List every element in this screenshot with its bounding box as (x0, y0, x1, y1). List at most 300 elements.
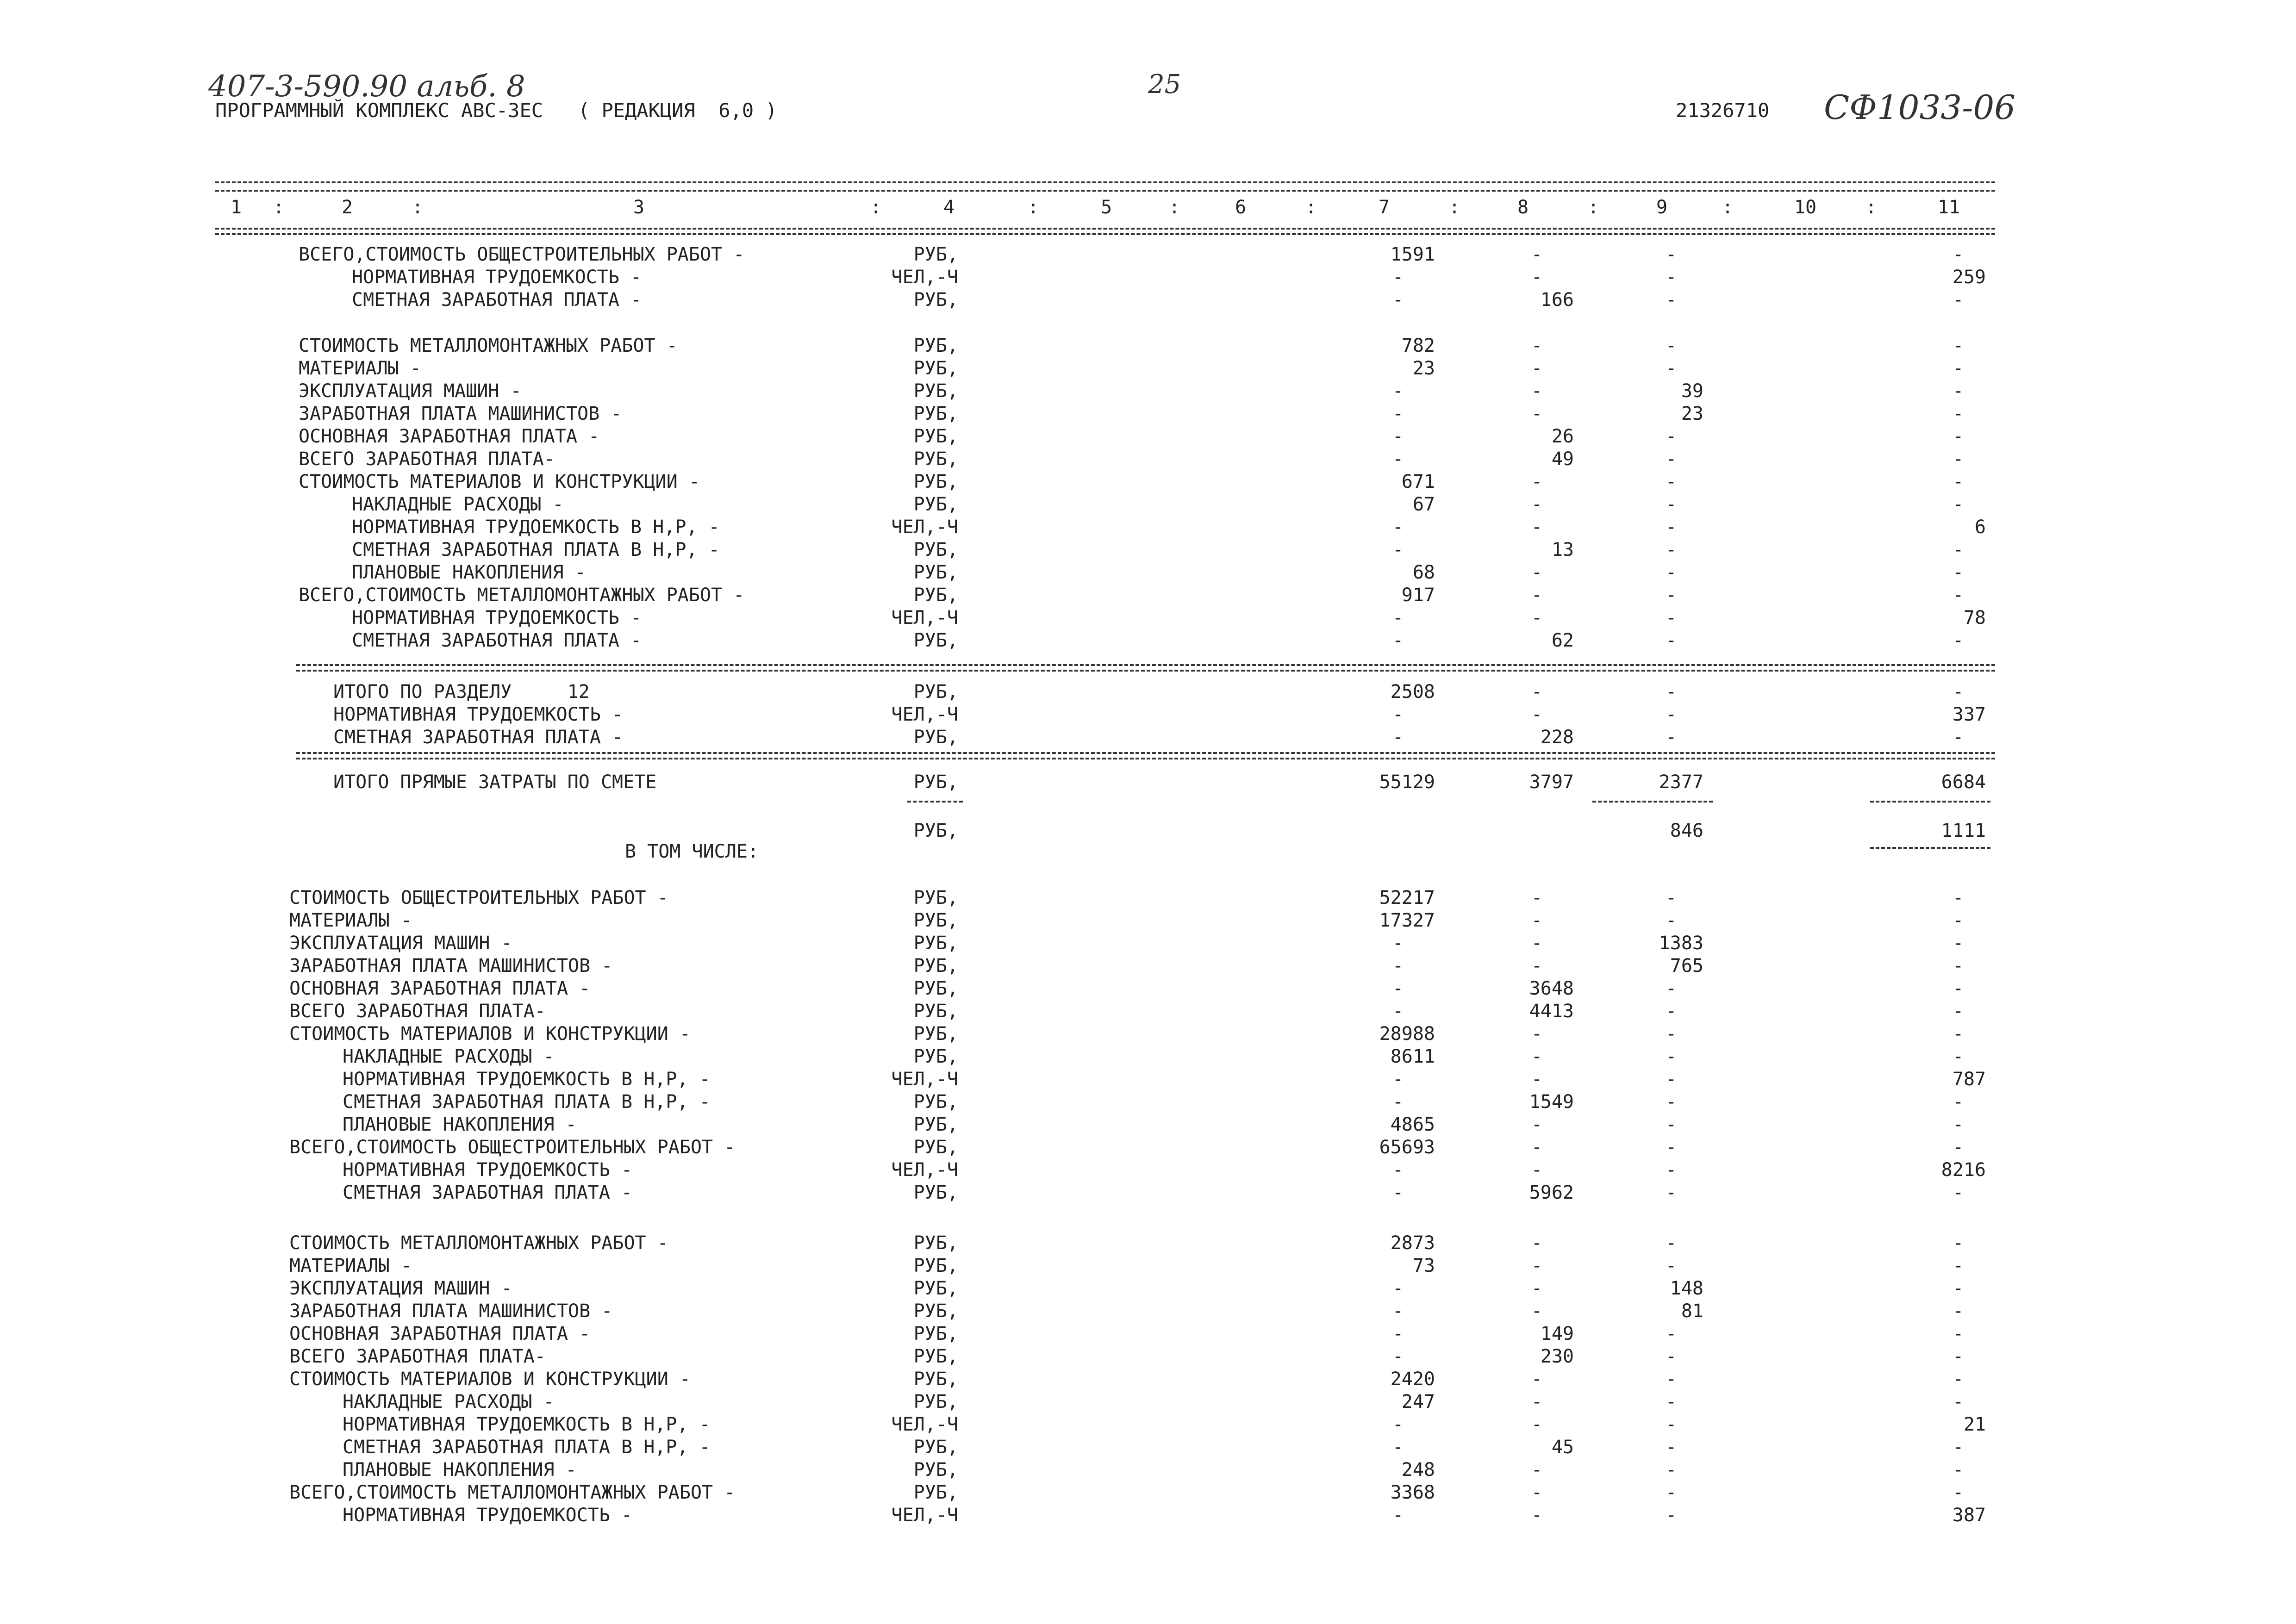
cell-col11: - (1952, 1482, 1964, 1503)
cell-col7: 247 (1401, 1391, 1435, 1412)
row-unit: РУБ, (913, 910, 958, 931)
row-label: СМЕТНАЯ ЗАРАБОТНАЯ ПЛАТА - (352, 630, 642, 651)
direct-costs-sub-col11: 1111 (1941, 820, 1986, 841)
cell-col8: - (1531, 1137, 1543, 1158)
page-number: 25 (1148, 69, 1181, 100)
row-unit: РУБ, (913, 727, 958, 748)
row-label: СМЕТНАЯ ЗАРАБОТНАЯ ПЛАТА В Н,Р, - (343, 1091, 711, 1113)
row-unit: РУБ, (913, 471, 958, 492)
cell-col7: - (1392, 1091, 1404, 1113)
column-number-11: 11 (1937, 197, 1960, 218)
row-unit: РУБ, (913, 1369, 958, 1390)
cell-col8: 45 (1551, 1437, 1574, 1458)
cell-col8: - (1531, 1505, 1543, 1526)
cell-col9: - (1665, 1255, 1677, 1276)
row-unit: РУБ, (913, 1232, 958, 1254)
column-separator: : (1722, 197, 1734, 218)
cell-col7: 67 (1412, 494, 1435, 515)
row-unit: РУБ, (913, 1346, 958, 1367)
cell-col11: - (1952, 1437, 1964, 1458)
cell-col11: - (1952, 244, 1964, 265)
row-unit: РУБ, (913, 289, 958, 311)
cell-col8: - (1531, 1300, 1543, 1322)
row-unit: ЧЕЛ,-Ч (891, 1505, 958, 1526)
cell-col11: - (1952, 1391, 1964, 1412)
row-label: ВСЕГО,СТОИМОСТЬ МЕТАЛЛОМОНТАЖНЫХ РАБОТ - (299, 585, 745, 606)
cell-col11: 259 (1952, 267, 1986, 288)
cell-col7: - (1392, 1159, 1404, 1181)
cell-col8: - (1531, 244, 1543, 265)
cell-col11: - (1952, 335, 1964, 356)
cell-col7: 17327 (1379, 910, 1435, 931)
cell-col8: - (1531, 681, 1543, 703)
cell-col7: 28988 (1379, 1023, 1435, 1045)
cell-col11: - (1952, 403, 1964, 424)
cell-col8: - (1531, 1046, 1543, 1067)
direct-costs-label: ИТОГО ПРЯМЫЕ ЗАТРАТЫ ПО СМЕТЕ (333, 772, 657, 793)
cell-col8: - (1531, 1114, 1543, 1135)
cell-col8: - (1531, 585, 1543, 606)
row-label: ВСЕГО,СТОИМОСТЬ ОБЩЕСТРОИТЕЛЬНЫХ РАБОТ - (299, 244, 745, 265)
cell-col7: 671 (1401, 471, 1435, 492)
row-unit: РУБ, (913, 426, 958, 447)
cell-col9: - (1665, 887, 1677, 908)
cell-col9: - (1665, 335, 1677, 356)
cell-col7: - (1392, 539, 1404, 560)
row-unit: РУБ, (913, 1137, 958, 1158)
cell-col7: - (1392, 1182, 1404, 1203)
cell-col9: - (1665, 1114, 1677, 1135)
cell-col9: - (1665, 244, 1677, 265)
cell-col9: - (1665, 1159, 1677, 1181)
cell-col7: - (1392, 704, 1404, 725)
cell-col7: - (1392, 426, 1404, 447)
row-label: НОРМАТИВНАЯ ТРУДОЕМКОСТЬ - (343, 1505, 633, 1526)
cell-col11: - (1952, 1182, 1964, 1203)
cell-col9: 81 (1681, 1300, 1703, 1322)
cell-col7: 3368 (1390, 1482, 1435, 1503)
row-unit: РУБ, (913, 539, 958, 560)
cell-col8: - (1531, 516, 1543, 538)
cell-col9: - (1665, 1482, 1677, 1503)
cell-col7: - (1392, 380, 1404, 402)
cell-col8: - (1531, 494, 1543, 515)
column-separator: : (1588, 197, 1599, 218)
row-unit: РУБ, (913, 1046, 958, 1067)
cell-col8: 149 (1540, 1323, 1574, 1344)
cell-col7: - (1392, 978, 1404, 999)
cell-col8: 230 (1540, 1346, 1574, 1367)
row-unit: РУБ, (913, 358, 958, 379)
row-label: МАТЕРИАЛЫ - (289, 910, 412, 931)
row-unit: РУБ, (913, 1278, 958, 1299)
cell-col7: 782 (1401, 335, 1435, 356)
cell-col8: 62 (1551, 630, 1574, 651)
row-unit: РУБ, (913, 1459, 958, 1481)
cell-col9: - (1665, 1323, 1677, 1344)
cell-col7: - (1392, 448, 1404, 470)
row-unit: РУБ, (913, 1182, 958, 1203)
cell-col7: 2873 (1390, 1232, 1435, 1254)
cell-col8: - (1531, 933, 1543, 954)
row-unit: РУБ, (913, 585, 958, 606)
cell-col11: - (1952, 681, 1964, 703)
cell-col11: - (1952, 1255, 1964, 1276)
row-label: СТОИМОСТЬ МАТЕРИАЛОВ И КОНСТРУКЦИИ - (299, 471, 700, 492)
row-unit: РУБ, (913, 1300, 958, 1322)
row-label: ЭКСПЛУАТАЦИЯ МАШИН - (299, 380, 522, 402)
cell-col7: - (1392, 267, 1404, 288)
cell-col11: - (1952, 1232, 1964, 1254)
cell-col11: - (1952, 1369, 1964, 1390)
row-label: ЭКСПЛУАТАЦИЯ МАШИН - (289, 1278, 512, 1299)
cell-col9: - (1665, 1069, 1677, 1090)
header-bottom-rule (215, 228, 1995, 230)
column-number-4: 4 (943, 197, 955, 218)
handwritten-archive-code: 407-3-590.90 альб. 8 (208, 69, 525, 104)
row-unit: РУБ, (913, 1255, 958, 1276)
row-label: ВСЕГО ЗАРАБОТНАЯ ПЛАТА- (289, 1001, 546, 1022)
row-unit: РУБ, (913, 630, 958, 651)
column-number-7: 7 (1378, 197, 1390, 218)
cell-col9: - (1665, 494, 1677, 515)
cell-col8: - (1531, 1232, 1543, 1254)
header-top-rule-2 (215, 190, 1995, 192)
row-label: НОРМАТИВНАЯ ТРУДОЕМКОСТЬ В Н,Р, - (343, 1069, 711, 1090)
cell-col7: - (1392, 607, 1404, 628)
cell-col8: - (1531, 1459, 1543, 1481)
cell-col9: - (1665, 1091, 1677, 1113)
cell-col8: - (1531, 607, 1543, 628)
cell-col7: - (1392, 630, 1404, 651)
cell-col8: - (1531, 403, 1543, 424)
cell-col8: - (1531, 887, 1543, 908)
row-unit: ЧЕЛ,-Ч (891, 1069, 958, 1090)
column-number-6: 6 (1235, 197, 1247, 218)
cell-col8: - (1531, 1391, 1543, 1412)
cell-col7: - (1392, 1323, 1404, 1344)
cell-col11: 21 (1963, 1414, 1986, 1435)
row-unit: РУБ, (913, 1114, 958, 1135)
cell-col9: - (1665, 1459, 1677, 1481)
row-label: СТОИМОСТЬ МАТЕРИАЛОВ И КОНСТРУКЦИИ - (289, 1023, 691, 1045)
cell-col7: - (1392, 955, 1404, 977)
cell-col11: 387 (1952, 1505, 1986, 1526)
row-unit: РУБ, (913, 1391, 958, 1412)
cell-col8: - (1531, 1069, 1543, 1090)
row-unit: РУБ, (913, 1482, 958, 1503)
cell-col11: - (1952, 380, 1964, 402)
row-unit: РУБ, (913, 1323, 958, 1344)
cell-col9: - (1665, 1437, 1677, 1458)
cell-col8: 228 (1540, 727, 1574, 748)
document-number: 21326710 (1676, 99, 1770, 122)
row-label: ВСЕГО,СТОИМОСТЬ МЕТАЛЛОМОНТАЖНЫХ РАБОТ - (289, 1482, 736, 1503)
direct-costs-col11: 6684 (1941, 772, 1986, 793)
row-unit: РУБ, (913, 494, 958, 515)
direct-costs-unit: РУБ, (913, 772, 958, 793)
cell-col9: - (1665, 426, 1677, 447)
cell-col7: - (1392, 1505, 1404, 1526)
cell-col7: 68 (1412, 562, 1435, 583)
row-unit: РУБ, (913, 933, 958, 954)
column-number-9: 9 (1656, 197, 1668, 218)
row-label: ЭКСПЛУАТАЦИЯ МАШИН - (289, 933, 512, 954)
cell-col11: - (1952, 910, 1964, 931)
cell-col11: - (1952, 539, 1964, 560)
row-label: НОРМАТИВНАЯ ТРУДОЕМКОСТЬ - (343, 1159, 633, 1181)
section-total-top-rule (296, 664, 1995, 666)
cell-col7: - (1392, 516, 1404, 538)
cell-col7: - (1392, 1300, 1404, 1322)
cell-col11: - (1952, 727, 1964, 748)
cell-col7: 73 (1412, 1255, 1435, 1276)
row-label: ЗАРАБОТНАЯ ПЛАТА МАШИНИСТОВ - (289, 955, 613, 977)
row-label: ВСЕГО,СТОИМОСТЬ ОБЩЕСТРОИТЕЛЬНЫХ РАБОТ - (289, 1137, 736, 1158)
column-separator: : (273, 197, 285, 218)
row-unit: ЧЕЛ,-Ч (891, 704, 958, 725)
cell-col9: - (1665, 1137, 1677, 1158)
cell-col8: 13 (1551, 539, 1574, 560)
cell-col8: - (1531, 1369, 1543, 1390)
cell-col11: - (1952, 1023, 1964, 1045)
column-number-10: 10 (1794, 197, 1817, 218)
row-unit: РУБ, (913, 1437, 958, 1458)
row-unit: РУБ, (913, 448, 958, 470)
cell-col11: - (1952, 978, 1964, 999)
row-label: ПЛАНОВЫЕ НАКОПЛЕНИЯ - (343, 1459, 577, 1481)
cell-col11: 787 (1952, 1069, 1986, 1090)
row-label: МАТЕРИАЛЫ - (289, 1255, 412, 1276)
cell-col9: - (1665, 1182, 1677, 1203)
cell-col8: - (1531, 1278, 1543, 1299)
column-separator: : (1866, 197, 1877, 218)
direct-costs-col9: 2377 (1659, 772, 1703, 793)
cell-col9: - (1665, 267, 1677, 288)
row-label: СМЕТНАЯ ЗАРАБОТНАЯ ПЛАТА - (333, 727, 624, 748)
cell-col8: - (1531, 1255, 1543, 1276)
row-label: СТОИМОСТЬ МАТЕРИАЛОВ И КОНСТРУКЦИИ - (289, 1369, 691, 1390)
cell-col9: - (1665, 585, 1677, 606)
cell-col11: - (1952, 1278, 1964, 1299)
cell-col11: - (1952, 426, 1964, 447)
cell-col7: 248 (1401, 1459, 1435, 1481)
row-unit: РУБ, (913, 681, 958, 703)
cell-col7: 917 (1401, 585, 1435, 606)
section-total-bottom-rule (296, 752, 1995, 754)
row-label: ПЛАНОВЫЕ НАКОПЛЕНИЯ - (352, 562, 586, 583)
direct-costs-col7: 55129 (1379, 772, 1435, 793)
cell-col9: - (1665, 562, 1677, 583)
cell-col9: - (1665, 1369, 1677, 1390)
cell-col9: - (1665, 471, 1677, 492)
cell-col11: - (1952, 448, 1964, 470)
cell-col8: - (1531, 267, 1543, 288)
cell-col11: 337 (1952, 704, 1986, 725)
cell-col9: - (1665, 1346, 1677, 1367)
cell-col11: - (1952, 1001, 1964, 1022)
cell-col7: 8611 (1390, 1046, 1435, 1067)
row-label: НОРМАТИВНАЯ ТРУДОЕМКОСТЬ В Н,Р, - (352, 516, 720, 538)
cell-col11: 78 (1963, 607, 1986, 628)
cell-col9: - (1665, 289, 1677, 311)
cell-col7: - (1392, 403, 1404, 424)
header-top-rule (215, 181, 1995, 183)
row-label: ЗАРАБОТНАЯ ПЛАТА МАШИНИСТОВ - (299, 403, 622, 424)
row-unit: РУБ, (913, 955, 958, 977)
row-label: ПЛАНОВЫЕ НАКОПЛЕНИЯ - (343, 1114, 577, 1135)
cell-col9: 148 (1670, 1278, 1703, 1299)
cell-col9: - (1665, 978, 1677, 999)
row-label: ОСНОВНАЯ ЗАРАБОТНАЯ ПЛАТА - (289, 1323, 591, 1344)
row-unit: РУБ, (913, 335, 958, 356)
direct-costs-sub-col9: 846 (1670, 820, 1703, 841)
row-unit: РУБ, (913, 1091, 958, 1113)
section-total-bottom-rule-2 (296, 758, 1995, 759)
cell-col7: - (1392, 727, 1404, 748)
row-label: СТОИМОСТЬ ОБЩЕСТРОИТЕЛЬНЫХ РАБОТ - (289, 887, 668, 908)
cell-col11: - (1952, 1323, 1964, 1344)
column-separator: : (1305, 197, 1317, 218)
cell-col8: 1549 (1529, 1091, 1574, 1113)
row-unit: РУБ, (913, 887, 958, 908)
cell-col8: 5962 (1529, 1182, 1574, 1203)
cell-col9: - (1665, 1001, 1677, 1022)
cell-col8: - (1531, 910, 1543, 931)
cell-col9: 39 (1681, 380, 1703, 402)
cell-col11: - (1952, 1137, 1964, 1158)
section-total-top-rule-2 (296, 670, 1995, 672)
cell-col11: - (1952, 562, 1964, 583)
cell-col8: 26 (1551, 426, 1574, 447)
cell-col11: - (1952, 933, 1964, 954)
row-label: НАКЛАДНЫЕ РАСХОДЫ - (343, 1391, 555, 1412)
row-label: ВСЕГО ЗАРАБОТНАЯ ПЛАТА- (299, 448, 555, 470)
cell-col8: - (1531, 1414, 1543, 1435)
cell-col7: 2508 (1390, 681, 1435, 703)
cell-col8: 49 (1551, 448, 1574, 470)
cell-col9: - (1665, 910, 1677, 931)
cell-col9: - (1665, 1414, 1677, 1435)
cell-col8: - (1531, 335, 1543, 356)
cell-col7: - (1392, 1414, 1404, 1435)
cell-col8: - (1531, 358, 1543, 379)
cell-col8: 4413 (1529, 1001, 1574, 1022)
cell-col11: - (1952, 630, 1964, 651)
cell-col8: 166 (1540, 289, 1574, 311)
cell-col9: - (1665, 539, 1677, 560)
column-number-1: 1 (230, 197, 242, 218)
row-unit: РУБ, (913, 403, 958, 424)
row-unit: РУБ, (913, 1023, 958, 1045)
cell-col7: - (1392, 933, 1404, 954)
column-number-3: 3 (633, 197, 645, 218)
row-unit: РУБ, (913, 562, 958, 583)
underline-unit (907, 801, 963, 803)
column-number-2: 2 (341, 197, 353, 218)
cell-col7: - (1392, 1278, 1404, 1299)
cell-col9: - (1665, 1505, 1677, 1526)
cell-col7: 2420 (1390, 1369, 1435, 1390)
cell-col11: - (1952, 471, 1964, 492)
underline-col9 (1592, 801, 1713, 803)
row-label: СМЕТНАЯ ЗАРАБОТНАЯ ПЛАТА В Н,Р, - (343, 1437, 711, 1458)
row-label: ОСНОВНАЯ ЗАРАБОТНАЯ ПЛАТА - (299, 426, 600, 447)
row-label: НОРМАТИВНАЯ ТРУДОЕМКОСТЬ - (352, 607, 642, 628)
row-label: НОРМАТИВНАЯ ТРУДОЕМКОСТЬ В Н,Р, - (343, 1414, 711, 1435)
row-unit: РУБ, (913, 380, 958, 402)
cell-col11: - (1952, 289, 1964, 311)
cell-col9: - (1665, 727, 1677, 748)
cell-col9: - (1665, 448, 1677, 470)
row-label: СТОИМОСТЬ МЕТАЛЛОМОНТАЖНЫХ РАБОТ - (299, 335, 678, 356)
column-separator: : (1169, 197, 1180, 218)
row-label: НОРМАТИВНАЯ ТРУДОЕМКОСТЬ - (352, 267, 642, 288)
row-label: СМЕТНАЯ ЗАРАБОТНАЯ ПЛАТА В Н,Р, - (352, 539, 720, 560)
row-unit: ЧЕЛ,-Ч (891, 1159, 958, 1181)
row-unit: ЧЕЛ,-Ч (891, 607, 958, 628)
cell-col8: 3648 (1529, 978, 1574, 999)
cell-col11: - (1952, 1091, 1964, 1113)
cell-col7: 23 (1412, 358, 1435, 379)
cell-col7: - (1392, 1346, 1404, 1367)
cell-col9: - (1665, 704, 1677, 725)
direct-costs-col8: 3797 (1529, 772, 1574, 793)
cell-col11: - (1952, 887, 1964, 908)
cell-col7: 4865 (1390, 1114, 1435, 1135)
cell-col11: - (1952, 1046, 1964, 1067)
row-label: СТОИМОСТЬ МЕТАЛЛОМОНТАЖНЫХ РАБОТ - (289, 1232, 668, 1254)
cell-col9: 765 (1670, 955, 1703, 977)
cell-col8: - (1531, 1482, 1543, 1503)
cell-col9: - (1665, 1046, 1677, 1067)
cell-col8: - (1531, 955, 1543, 977)
row-label: ИТОГО ПО РАЗДЕЛУ 12 (333, 681, 590, 703)
cell-col9: - (1665, 607, 1677, 628)
row-label: НАКЛАДНЫЕ РАСХОДЫ - (343, 1046, 555, 1067)
cell-col9: - (1665, 516, 1677, 538)
cell-col9: - (1665, 358, 1677, 379)
row-label: ЗАРАБОТНАЯ ПЛАТА МАШИНИСТОВ - (289, 1300, 613, 1322)
cell-col7: - (1392, 289, 1404, 311)
row-unit: ЧЕЛ,-Ч (891, 267, 958, 288)
row-label: НОРМАТИВНАЯ ТРУДОЕМКОСТЬ - (333, 704, 624, 725)
cell-col11: - (1952, 585, 1964, 606)
row-unit: ЧЕЛ,-Ч (891, 1414, 958, 1435)
column-number-8: 8 (1517, 197, 1529, 218)
cell-col8: - (1531, 562, 1543, 583)
underline-col11 (1870, 801, 1990, 803)
cell-col8: - (1531, 704, 1543, 725)
cell-col8: - (1531, 1159, 1543, 1181)
cell-col7: 65693 (1379, 1137, 1435, 1158)
row-label: МАТЕРИАЛЫ - (299, 358, 421, 379)
row-label: СМЕТНАЯ ЗАРАБОТНАЯ ПЛАТА - (343, 1182, 633, 1203)
cell-col11: - (1952, 1114, 1964, 1135)
cell-col9: - (1665, 630, 1677, 651)
row-unit: РУБ, (913, 244, 958, 265)
program-title: ПРОГРАММНЫЙ КОМПЛЕКС АВС-3ЕС ( РЕДАКЦИЯ 6,0 ) (215, 99, 777, 122)
column-separator: : (1028, 197, 1039, 218)
underline-col11-sub (1870, 847, 1990, 849)
cell-col11: - (1952, 955, 1964, 977)
column-separator: : (412, 197, 424, 218)
in-total-label: В ТОМ ЧИСЛЕ: (625, 841, 759, 862)
cell-col11: - (1952, 1300, 1964, 1322)
cell-col7: 1591 (1390, 244, 1435, 265)
cell-col11: - (1952, 1459, 1964, 1481)
cell-col7: - (1392, 1069, 1404, 1090)
